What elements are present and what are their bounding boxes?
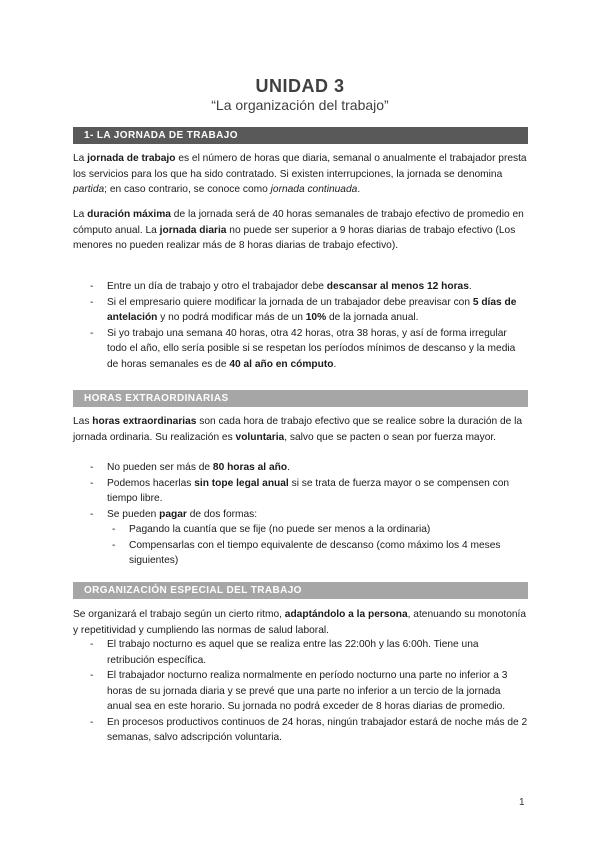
dash-bullet: - <box>90 296 94 308</box>
section-heading-horas-extraordinarias: HORAS EXTRAORDINARIAS <box>73 390 528 407</box>
bold-term: descansar al menos 12 horas <box>326 281 469 292</box>
bold-term: 10% <box>305 312 327 323</box>
text-run: Si el empresario quiere modificar la jornada de un trabajador debe preavisar con <box>107 296 473 308</box>
text-run: Compensarlas con el tiempo equivalente de descanso (como máximo los 4 meses siguientes) <box>129 539 501 566</box>
paragraph-horas-extraordinarias <box>73 414 528 445</box>
dash-bullet: - <box>90 477 94 489</box>
text-run: Se pueden <box>107 508 160 520</box>
page-number: 1 <box>519 797 525 808</box>
list-organizacion <box>73 637 528 746</box>
dash-bullet: - <box>112 539 116 551</box>
text-run: . <box>357 184 361 195</box>
text-run: No pueden ser más de <box>107 462 213 473</box>
dash-bullet: - <box>90 508 94 520</box>
dash-bullet: - <box>90 639 94 650</box>
text-run: La <box>73 153 88 164</box>
text-run: no puede ser superior a 9 horas diarias de trabajo efectivo (Los menores no pueden realizar más de 8 horas diarias de trabajo efectivo). <box>73 224 516 251</box>
bold-term: jornada de trabajo <box>87 153 176 164</box>
bold-term: pagar <box>159 508 187 520</box>
bold-term: horas extraordinarias <box>92 416 197 427</box>
bold-term: sin tope legal anual <box>194 477 289 489</box>
dash-bullet: - <box>112 524 116 535</box>
text-run: , atenuando su monotonía y repetitividad y cumpliendo las normas de salud laboral. <box>73 609 527 636</box>
bold-term: adaptándolo a la persona <box>284 609 408 620</box>
text-run: es el número de horas que diaria, semanal o anualmente el trabajador presta los servicios para los que ha sido contratado. Si existen interrupciones, la jornada se denomina <box>73 153 527 180</box>
text-run: de la jornada será de 40 horas semanales de trabajo efectivo de promedio en cómputo anual. La <box>73 209 524 236</box>
sublist-item <box>107 538 528 569</box>
text-run: de la jornada anual. <box>326 312 419 323</box>
list-item <box>73 637 528 668</box>
list-jornada <box>73 279 528 372</box>
text-run: En procesos productivos continuos de 24 horas, ningún trabajador estará de noche más de 2 semanas, salvo adscripción voluntaria. <box>107 716 528 743</box>
text-run: La <box>73 209 88 220</box>
paragraph-organizacion <box>73 607 528 638</box>
text-run: son cada hora de trabajo efectivo que se realice sobre la duración de la jornada ordinaria. Su realización es <box>73 416 523 443</box>
list-item <box>73 476 528 507</box>
dash-bullet: - <box>90 670 94 681</box>
text-run: El trabajo nocturno es aquel que se realiza entre las 22:00h y las 6:00h. Tiene una retribución específica. <box>107 639 479 666</box>
list-item <box>73 668 528 715</box>
dash-bullet: - <box>90 462 94 473</box>
list-item <box>73 295 528 326</box>
text-run: . <box>468 281 472 292</box>
bold-term: 80 horas al año <box>212 462 288 473</box>
bold-term: duración máxima <box>87 209 171 220</box>
list-item <box>73 715 528 746</box>
page-subtitle: “La organización del trabajo” <box>211 97 389 113</box>
dash-bullet: - <box>90 716 94 728</box>
text-run: de dos formas: <box>186 508 258 520</box>
sublist-formas-pago <box>107 522 528 569</box>
text-run: El trabajador nocturno realiza normalmente en período nocturno una parte no inferior a 3 horas de su jornada diaria y se prevé que una parte no inferior a un tercio de la jornada anual sea en este horario. Su jornada no podrá exceder de 8 horas diarias de promedio. <box>107 670 508 712</box>
list-item <box>73 507 528 569</box>
bold-term: voluntaria <box>235 431 285 443</box>
list-item <box>73 279 528 295</box>
text-run: ; en caso contrario, se conoce como <box>104 184 271 195</box>
text-run: . <box>287 462 290 473</box>
bold-term: 40 al año en cómputo <box>229 358 334 370</box>
page-title: UNIDAD 3 <box>255 76 345 96</box>
paragraph-jornada-definicion <box>73 151 528 198</box>
bold-term: jornada diaria <box>159 224 227 236</box>
bold-term: 5 días de antelación <box>107 296 517 323</box>
text-run: si se trata de fuerza mayor o se compensen con tiempo libre. <box>107 477 510 504</box>
text-run: , salvo que se pacten o sean por fuerza mayor. <box>284 431 497 443</box>
text-run: Pagando la cuantía que se fije (no puede ser menos a la ordinaria) <box>129 524 431 535</box>
text-run: Las <box>73 416 93 427</box>
section-heading-organizacion-especial: ORGANIZACIÓN ESPECIAL DEL TRABAJO <box>73 582 528 599</box>
list-item <box>73 460 528 476</box>
dash-bullet: - <box>90 327 94 339</box>
text-run: Entre un día de trabajo y otro el trabajador debe <box>107 281 327 292</box>
dash-bullet: - <box>90 281 94 292</box>
list-item <box>73 326 528 373</box>
text-run: Se organizará el trabajo según un cierto ritmo, <box>73 609 285 620</box>
section-heading-jornada: 1- LA JORNADA DE TRABAJO <box>73 127 528 144</box>
text-run: . <box>333 358 337 370</box>
paragraph-duracion-maxima <box>73 207 528 254</box>
italic-term: jornada continuada <box>270 184 358 195</box>
text-run: Podemos hacerlas <box>107 477 195 489</box>
text-run: Si yo trabajo una semana 40 horas, otra 42 horas, otra 38 horas, y así de forma irregular todo el año, ello sería posible si se respetan los períodos mínimos de descanso y la media de horas semanales es de <box>107 327 516 370</box>
sublist-item <box>107 522 528 538</box>
text-run: y no podrá modificar más de un <box>157 312 306 323</box>
list-horas-extraordinarias <box>73 460 528 569</box>
italic-term: partida <box>73 184 105 195</box>
